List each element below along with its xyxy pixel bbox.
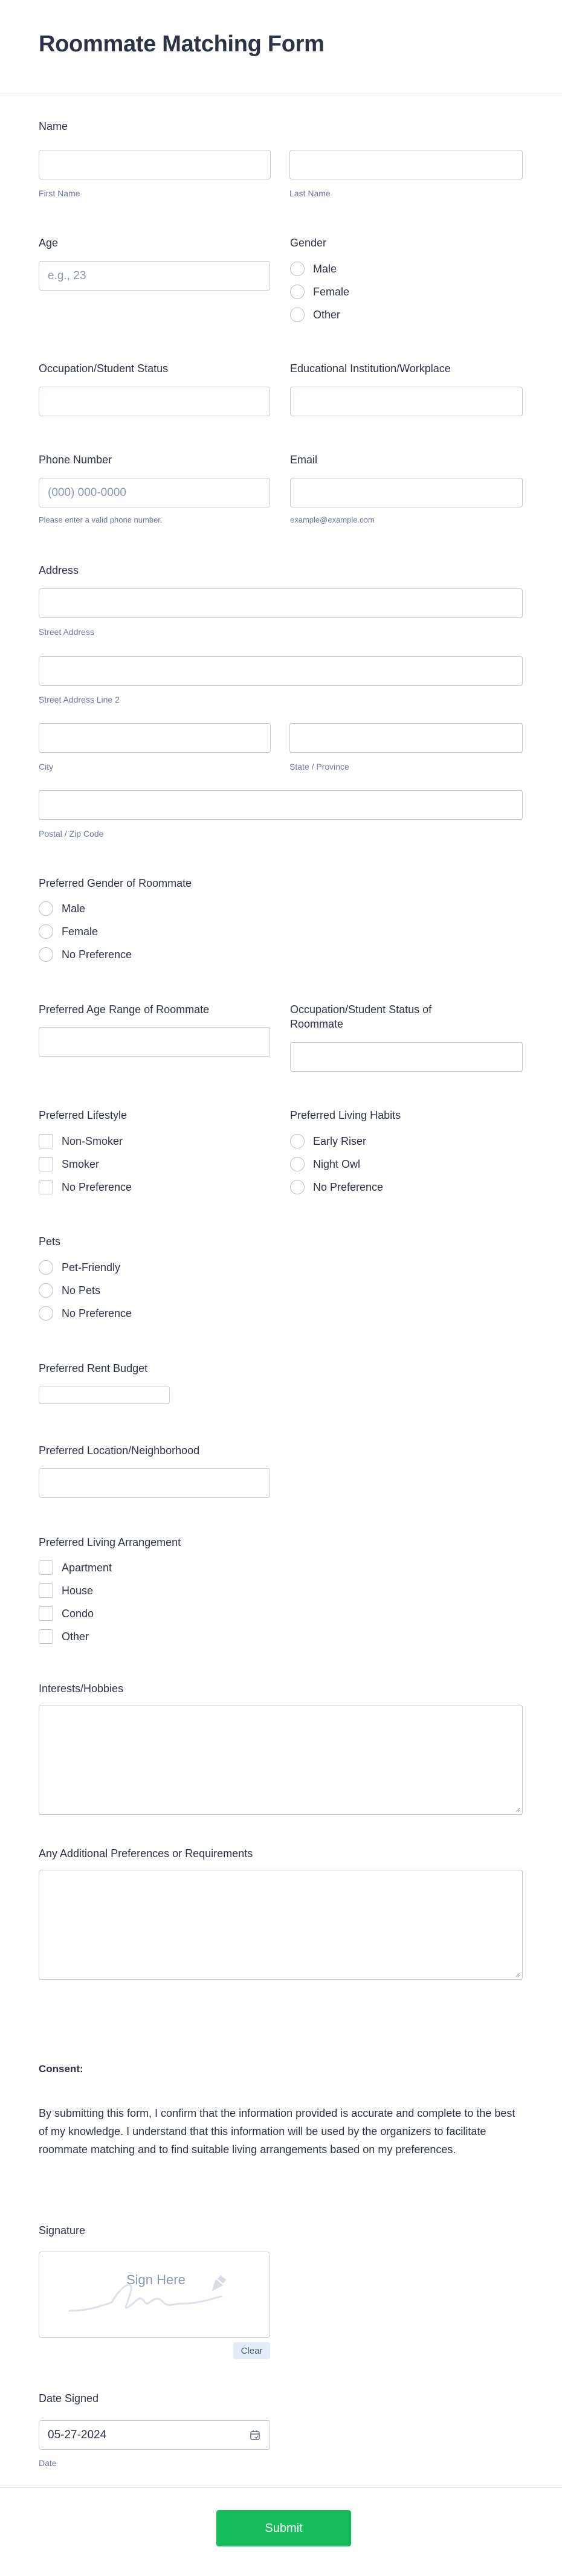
email-input[interactable] [290, 478, 523, 507]
date-input[interactable] [39, 2420, 270, 2450]
zip-code-sublabel: Postal / Zip Code [39, 829, 104, 839]
age-input[interactable] [39, 261, 270, 291]
calendar-icon[interactable] [249, 2429, 261, 2441]
street-address-sublabel: Street Address [39, 627, 94, 637]
gender-option-other[interactable]: Other [290, 307, 340, 323]
submit-button[interactable]: Submit [216, 2510, 351, 2546]
rent-budget-label: Preferred Rent Budget [39, 1362, 148, 1374]
radio-icon[interactable] [39, 1283, 53, 1298]
last-name-sublabel: Last Name [289, 188, 331, 198]
date-value: 05-27-2024 [48, 2428, 107, 2441]
radio-icon[interactable] [39, 901, 53, 916]
address-label: Address [39, 564, 79, 576]
pref-gender-option-male[interactable]: Male [39, 901, 85, 916]
phone-sublabel: Please enter a valid phone number. [39, 515, 163, 524]
state-sublabel: State / Province [289, 762, 349, 771]
pref-gender-option-no-preference[interactable]: No Preference [39, 947, 132, 962]
radio-icon[interactable] [290, 308, 305, 322]
pref-habits-label: Preferred Living Habits [290, 1109, 401, 1121]
pref-gender-label: Preferred Gender of Roommate [39, 877, 192, 889]
checkbox-icon[interactable] [39, 1157, 53, 1171]
pref-age-input[interactable] [39, 1027, 270, 1057]
rent-budget-input[interactable] [39, 1386, 170, 1404]
radio-icon[interactable] [290, 1180, 305, 1194]
location-input[interactable] [39, 1468, 270, 1498]
clear-signature-button[interactable]: Clear [233, 2342, 270, 2359]
phone-input[interactable] [39, 478, 270, 507]
arrangement-label: Preferred Living Arrangement [39, 1536, 181, 1548]
age-placeholder: e.g., 23 [48, 269, 86, 282]
habits-option-night-owl[interactable]: Night Owl [290, 1156, 360, 1172]
lifestyle-option-no-preference[interactable]: No Preference [39, 1179, 132, 1195]
pref-lifestyle-label: Preferred Lifestyle [39, 1109, 128, 1121]
lifestyle-option-non-smoker[interactable]: Non-Smoker [39, 1133, 123, 1149]
city-input[interactable] [39, 723, 271, 753]
first-name-input[interactable] [39, 150, 271, 179]
zip-code-input[interactable] [39, 790, 523, 820]
habits-option-early-riser[interactable]: Early Riser [290, 1133, 366, 1149]
pref-occupation-label: Occupation/Student Status of Roommate [290, 1003, 432, 1030]
date-sublabel: Date [39, 2458, 57, 2468]
pets-option-pet-friendly[interactable]: Pet-Friendly [39, 1260, 120, 1275]
interests-label: Interests/Hobbies [39, 1682, 124, 1695]
form-header [0, 0, 562, 94]
pets-option-no-preference[interactable]: No Preference [39, 1306, 132, 1321]
additional-label: Any Additional Preferences or Requirements [39, 1847, 253, 1860]
consent-title: Consent: [39, 2063, 83, 2075]
radio-icon[interactable] [39, 1260, 53, 1275]
signature-label: Signature [39, 2224, 86, 2236]
email-label: Email [290, 454, 318, 466]
radio-icon[interactable] [39, 947, 53, 962]
pets-option-no-pets[interactable]: No Pets [39, 1283, 100, 1298]
pref-occupation-input[interactable] [290, 1042, 523, 1072]
radio-icon[interactable] [39, 1306, 53, 1321]
institution-input[interactable] [290, 387, 523, 416]
checkbox-icon[interactable] [39, 1583, 53, 1598]
habits-option-no-preference[interactable]: No Preference [290, 1179, 383, 1195]
age-label: Age [39, 237, 59, 249]
checkbox-icon[interactable] [39, 1629, 53, 1644]
pref-gender-option-female[interactable]: Female [39, 924, 98, 939]
occupation-input[interactable] [39, 387, 270, 416]
occupation-label: Occupation/Student Status [39, 362, 169, 375]
radio-icon[interactable] [290, 1157, 305, 1171]
pref-age-label: Preferred Age Range of Roommate [39, 1003, 210, 1016]
state-input[interactable] [289, 723, 523, 753]
checkbox-icon[interactable] [39, 1606, 53, 1621]
checkbox-icon[interactable] [39, 1180, 53, 1194]
city-sublabel: City [39, 762, 54, 771]
street-address-line2-input[interactable] [39, 656, 523, 686]
arrangement-option-other[interactable]: Other [39, 1629, 89, 1644]
location-label: Preferred Location/Neighborhood [39, 1444, 200, 1457]
form-title: Roommate Matching Form [39, 31, 325, 57]
checkbox-icon[interactable] [39, 1560, 53, 1575]
signature-pad[interactable] [39, 2252, 270, 2338]
street-address-input[interactable] [39, 588, 523, 618]
pets-label: Pets [39, 1235, 61, 1248]
institution-label: Educational Institution/Workplace [290, 362, 451, 375]
consent-text: By submitting this form, I confirm that the information provided is accurate and complete to the best of my knowledge. I understand that this information will be used by the organizers to facilitate roommate matching and to find suitable living arrangements based on my preferences. [39, 2107, 515, 2156]
first-name-sublabel: First Name [39, 188, 80, 198]
arrangement-option-apartment[interactable]: Apartment [39, 1560, 112, 1576]
resize-handle-icon[interactable] [514, 1971, 520, 1977]
checkbox-icon[interactable] [39, 1134, 53, 1148]
phone-label: Phone Number [39, 454, 112, 466]
additional-textarea[interactable] [39, 1870, 523, 1980]
name-label: Name [39, 120, 68, 132]
phone-placeholder: (000) 000-0000 [48, 486, 126, 499]
sign-here-placeholder: Sign Here [126, 2272, 186, 2287]
arrangement-option-house[interactable]: House [39, 1583, 93, 1599]
radio-icon[interactable] [290, 1134, 305, 1148]
radio-icon[interactable] [39, 924, 53, 939]
last-name-input[interactable] [289, 150, 523, 179]
gender-option-female[interactable]: Female [290, 284, 349, 300]
interests-textarea[interactable] [39, 1705, 523, 1815]
date-signed-label: Date Signed [39, 2392, 99, 2404]
radio-icon[interactable] [290, 262, 305, 276]
radio-icon[interactable] [290, 285, 305, 299]
resize-handle-icon[interactable] [514, 1806, 520, 1812]
street-address-line2-sublabel: Street Address Line 2 [39, 695, 120, 704]
gender-option-male[interactable]: Male [290, 261, 337, 277]
footer-divider [0, 2487, 562, 2488]
gender-label: Gender [290, 237, 327, 249]
arrangement-option-condo[interactable]: Condo [39, 1606, 94, 1621]
email-sublabel: example@example.com [290, 515, 375, 524]
lifestyle-option-smoker[interactable]: Smoker [39, 1156, 99, 1172]
